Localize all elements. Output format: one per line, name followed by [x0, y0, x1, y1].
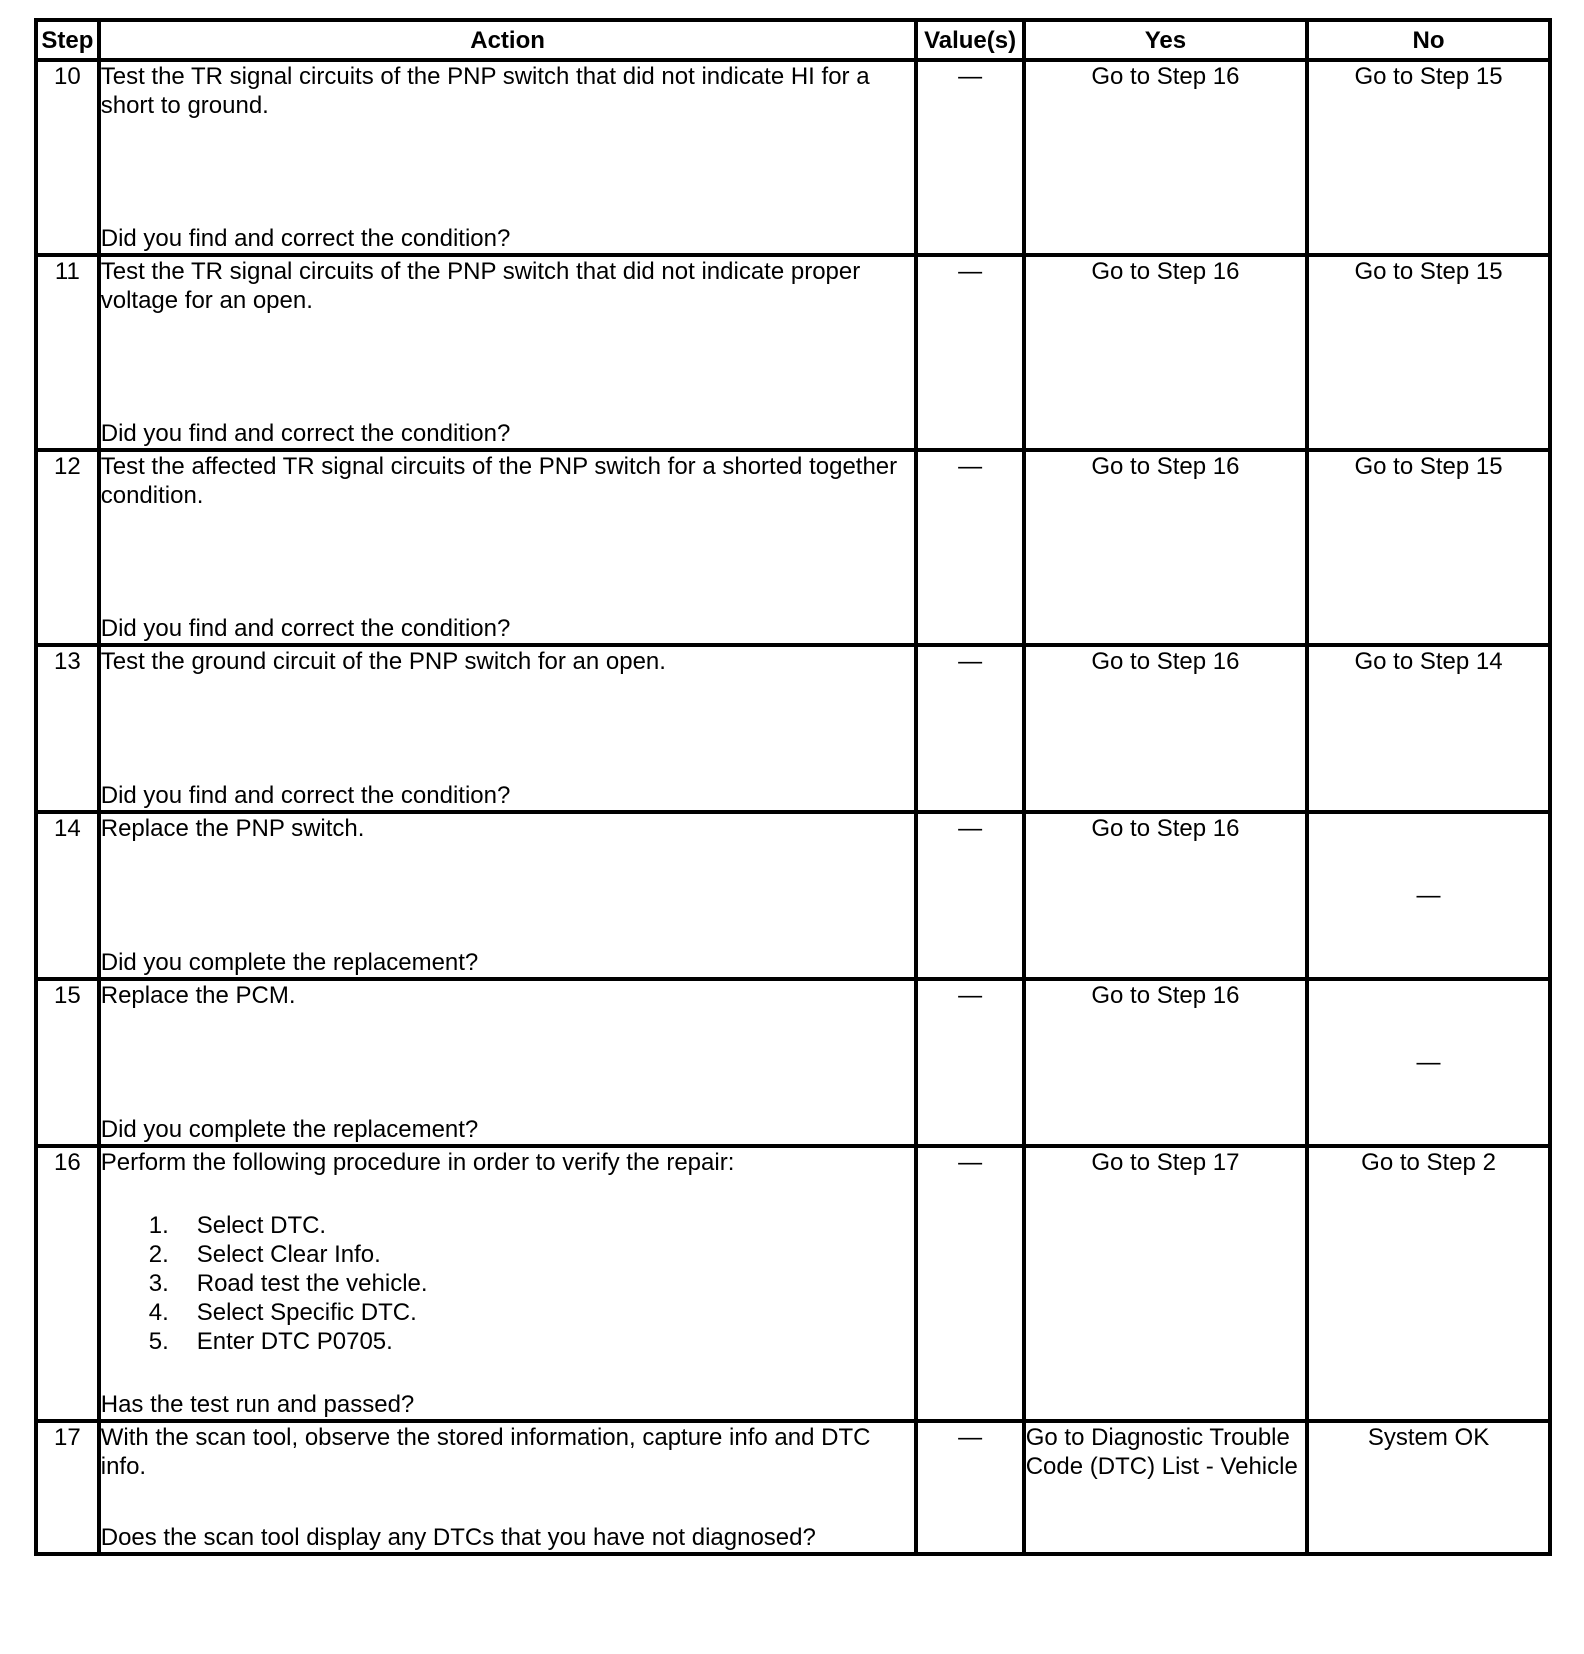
table-row-step-14: [36, 812, 1550, 979]
action-text: Perform the following procedure in order to verify the repair:: [100, 1149, 735, 1176]
action-cell: [99, 645, 917, 812]
action-question: Did you find and correct the condition?: [100, 615, 511, 642]
action-cell: [99, 1146, 917, 1421]
step-number: 16: [36, 1146, 99, 1421]
list-item: 1. Select DTC.: [148, 1212, 327, 1239]
action-text: Test the ground circuit of the PNP switch for an open.: [100, 648, 666, 675]
no-cell: —: [1307, 979, 1550, 1146]
procedure-list: [101, 1211, 915, 1356]
action-cell: [99, 60, 917, 255]
step-number: 12: [36, 450, 99, 645]
header-step: Step: [36, 20, 99, 60]
header-action: Action: [99, 20, 917, 60]
yes-cell: Go to Step 17: [1024, 1146, 1307, 1421]
table-row-step-13: [36, 645, 1550, 812]
value-cell: —: [916, 645, 1023, 812]
action-cell: [99, 255, 917, 450]
list-item: 2. Select Clear Info.: [148, 1241, 381, 1268]
table-row-step-16: [36, 1146, 1550, 1421]
step-number: 14: [36, 812, 99, 979]
action-text: Test the TR signal circuits of the PNP switch that did not indicate proper voltage for an open.: [100, 258, 861, 314]
list-item: 4. Select Specific DTC.: [148, 1299, 417, 1326]
table-row-step-17: [36, 1421, 1550, 1554]
step-number: 15: [36, 979, 99, 1146]
action-text: Replace the PCM.: [100, 982, 296, 1009]
action-question: Did you find and correct the condition?: [100, 420, 511, 447]
header-row: [36, 20, 1550, 60]
action-text: Replace the PNP switch.: [100, 815, 365, 842]
table-row-step-15: [36, 979, 1550, 1146]
yes-cell: Go to Step 16: [1024, 60, 1307, 255]
value-cell: —: [916, 60, 1023, 255]
action-question: Did you complete the replacement?: [100, 1116, 479, 1143]
no-cell: System OK: [1307, 1421, 1550, 1554]
header-values: Value(s): [916, 20, 1023, 60]
header-yes: Yes: [1024, 20, 1307, 60]
action-question: Does the scan tool display any DTCs that you have not diagnosed?: [100, 1524, 816, 1551]
value-cell: —: [916, 979, 1023, 1146]
action-question: Has the test run and passed?: [100, 1391, 415, 1418]
value-cell: —: [916, 450, 1023, 645]
yes-cell: Go to Step 16: [1024, 812, 1307, 979]
action-cell: [99, 450, 917, 645]
header-no: No: [1307, 20, 1550, 60]
step-number: 11: [36, 255, 99, 450]
action-cell: [99, 812, 917, 979]
yes-cell: Go to Step 16: [1024, 255, 1307, 450]
step-number: 10: [36, 60, 99, 255]
action-text: With the scan tool, observe the stored information, capture info and DTC info.: [100, 1424, 871, 1480]
value-cell: —: [916, 255, 1023, 450]
table-row-step-10: [36, 60, 1550, 255]
no-cell: Go to Step 14: [1307, 645, 1550, 812]
action-question: Did you complete the replacement?: [100, 949, 479, 976]
no-cell: Go to Step 15: [1307, 60, 1550, 255]
action-question: Did you find and correct the condition?: [100, 225, 511, 252]
value-cell: —: [916, 1421, 1023, 1554]
list-item: 5. Enter DTC P0705.: [148, 1328, 393, 1355]
no-cell: Go to Step 2: [1307, 1146, 1550, 1421]
yes-cell: Go to Step 16: [1024, 450, 1307, 645]
yes-cell: Go to Step 16: [1024, 645, 1307, 812]
list-item: 3. Road test the vehicle.: [148, 1270, 428, 1297]
step-number: 13: [36, 645, 99, 812]
yes-cell: Go to Step 16: [1024, 979, 1307, 1146]
yes-cell: Go to Diagnostic Trouble Code (DTC) List - Vehicle: [1024, 1421, 1307, 1554]
no-cell: Go to Step 15: [1307, 255, 1550, 450]
value-cell: —: [916, 1146, 1023, 1421]
action-text: Test the TR signal circuits of the PNP switch that did not indicate HI for a short to ground.: [100, 63, 870, 119]
diagnostic-table: [34, 18, 1552, 1556]
table-row-step-11: [36, 255, 1550, 450]
no-cell: Go to Step 15: [1307, 450, 1550, 645]
action-cell: [99, 979, 917, 1146]
no-cell: —: [1307, 812, 1550, 979]
action-question: Did you find and correct the condition?: [100, 782, 511, 809]
action-cell: [99, 1421, 917, 1554]
action-text: Test the affected TR signal circuits of the PNP switch for a shorted together condition.: [100, 453, 898, 509]
step-number: 17: [36, 1421, 99, 1554]
value-cell: —: [916, 812, 1023, 979]
table-row-step-12: [36, 450, 1550, 645]
